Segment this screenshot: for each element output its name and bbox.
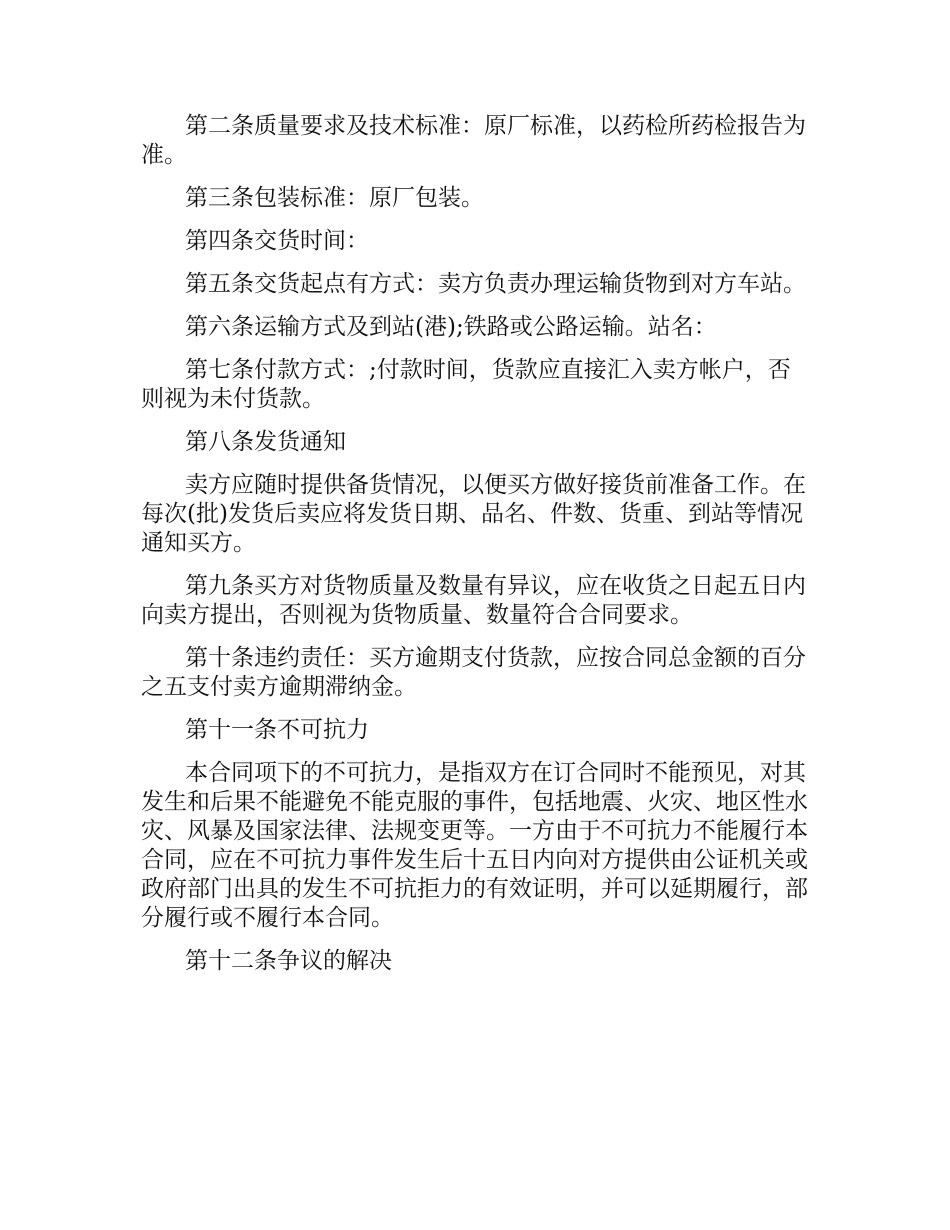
clause-7-payment: 第七条付款方式：;付款时间，货款应直接汇入卖方帐户，否则视为未付货款。: [141, 357, 791, 412]
clause-8-heading: 第八条发货通知: [185, 429, 346, 455]
clause-10-liability: 第十条违约责任：买方逾期支付货款，应按合同总金额的百分之五支付卖方逾期滞纳金。: [141, 645, 806, 700]
clause-5-delivery-origin: 第五条交货起点有方式：卖方负责办理运输货物到对方车站。: [185, 271, 806, 297]
clause-9-objection: 第九条买方对货物质量及数量有异议，应在收货之日起五日内向卖方提出，否则视为货物质量、数量符合合同要求。: [141, 573, 806, 628]
clause-3-packaging: 第三条包装标准：原厂包装。: [185, 185, 484, 211]
clause-11-heading: 第十一条不可抗力: [185, 717, 369, 743]
clause-12-heading: 第十二条争议的解决: [185, 948, 392, 974]
clause-4-delivery-time: 第四条交货时间：: [185, 228, 369, 254]
document-page: [141, 112, 809, 990]
clause-8-body: 卖方应随时提供备货情况，以便买方做好接货前准备工作。在每次(批)发货后卖应将发货日期、品名、件数、货重、到站等情况通知买方。: [141, 472, 806, 556]
clause-2-quality: 第二条质量要求及技术标准：原厂标准，以药检所药检报告为准。: [141, 113, 806, 168]
clause-6-transport: 第六条运输方式及到站(港);铁路或公路运输。站名：: [185, 314, 717, 340]
clause-11-body: 本合同项下的不可抗力，是指双方在订合同时不能预见，对其发生和后果不能避免不能克服的事件，包括地震、火灾、地区性水灾、风暴及国家法律、法规变更等。一方由于不可抗力不能履行本合同，应在不可抗力事件发生后十五日内向对方提供由公证机关或政府部门出具的发生不可抗拒力的有效证明，并可以延期履行，部分履行或不履行本合同。: [141, 760, 808, 931]
